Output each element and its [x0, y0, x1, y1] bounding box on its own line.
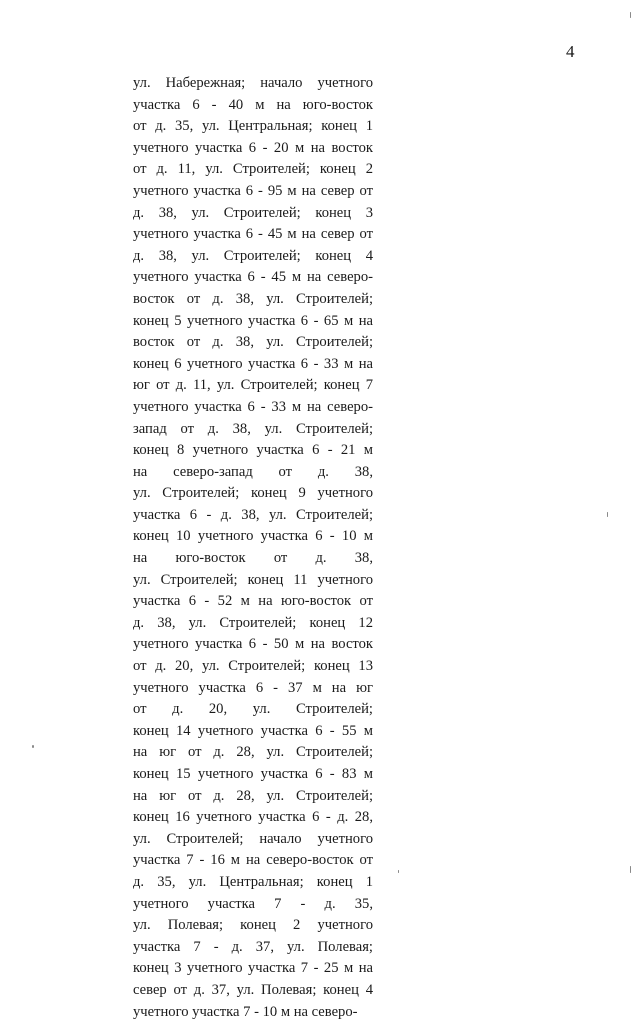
text-line: учетного участка 6 - 33 м на северо-	[133, 398, 373, 415]
text-line: от д. 11, ул. Строителей; конец 2	[133, 161, 373, 178]
text-line: ул. Строителей; конец 11 учетного	[133, 571, 373, 588]
text-line: д. 38, ул. Строителей; конец 4	[133, 247, 373, 264]
text-line: учетного участка 6 - 45 м на север от	[133, 226, 373, 243]
text-line: конец 3 учетного участка 7 - 25 м на	[133, 960, 373, 977]
text-line: ул. Полевая; конец 2 учетного	[133, 917, 373, 934]
text-line: восток от д. 38, ул. Строителей;	[133, 290, 373, 307]
text-line: север от д. 37, ул. Полевая; конец 4	[133, 981, 373, 998]
page-number: 4	[566, 42, 575, 61]
scan-speck	[630, 866, 631, 873]
text-line: от д. 35, ул. Центральная; конец 1	[133, 118, 373, 135]
text-line: на юго-восток от д. 38,	[133, 550, 373, 567]
text-line: участка 7 - д. 37, ул. Полевая;	[133, 938, 373, 955]
text-line: участка 7 - 16 м на северо-восток от	[133, 852, 373, 869]
body-text	[133, 73, 373, 1023]
scan-speck	[607, 512, 608, 517]
text-line: участка 6 - д. 38, ул. Строителей;	[133, 506, 373, 523]
text-line: д. 38, ул. Строителей; конец 12	[133, 614, 373, 631]
text-line: ул. Набережная; начало учетного	[133, 75, 373, 91]
text-line: ул. Строителей; начало учетного	[133, 830, 373, 847]
scan-speck	[630, 12, 631, 18]
text-line: конец 10 учетного участка 6 - 10 м	[133, 528, 373, 545]
text-line: д. 38, ул. Строителей; конец 3	[133, 204, 373, 221]
text-line: конец 8 учетного участка 6 - 21 м	[133, 442, 373, 459]
text-line: от д. 20, ул. Строителей; конец 13	[133, 658, 373, 675]
text-line: участка 6 - 52 м на юго-восток от	[133, 593, 373, 610]
text-line: учетного участка 6 - 20 м на восток	[133, 139, 373, 156]
text-line: на юг от д. 28, ул. Строителей;	[133, 787, 373, 804]
text-line: юг от д. 11, ул. Строителей; конец 7	[133, 377, 373, 394]
text-line: учетного участка 6 - 95 м на север от	[133, 182, 373, 199]
text-line: от д. 20, ул. Строителей;	[133, 701, 373, 718]
text-line: конец 6 учетного участка 6 - 33 м на	[133, 355, 373, 372]
text-line: учетного участка 7 - д. 35,	[133, 895, 373, 912]
text-line: участка 6 - 40 м на юго-восток	[133, 96, 373, 113]
text-line: учетного участка 6 - 37 м на юг	[133, 679, 373, 696]
text-line: учетного участка 6 - 50 м на восток	[133, 636, 373, 653]
text-line: на северо-запад от д. 38,	[133, 463, 373, 480]
text-line: учетного участка 6 - 45 м на северо-	[133, 269, 373, 286]
text-line: на юг от д. 28, ул. Строителей;	[133, 744, 373, 761]
text-line: учетного участка 7 - 10 м на северо-	[133, 1003, 358, 1020]
text-line: восток от д. 38, ул. Строителей;	[133, 334, 373, 351]
scan-speck	[32, 745, 34, 748]
text-line: конец 15 учетного участка 6 - 83 м	[133, 766, 373, 782]
text-line: конец 14 учетного участка 6 - 55 м	[133, 722, 373, 739]
text-line: д. 35, ул. Центральная; конец 1	[133, 873, 373, 890]
scan-speck	[398, 870, 399, 873]
text-line: запад от д. 38, ул. Строителей;	[133, 420, 373, 437]
text-line: конец 16 учетного участка 6 - д. 28,	[133, 809, 373, 826]
text-line: ул. Строителей; конец 9 учетного	[133, 485, 373, 502]
text-line: конец 5 учетного участка 6 - 65 м на	[133, 312, 373, 329]
